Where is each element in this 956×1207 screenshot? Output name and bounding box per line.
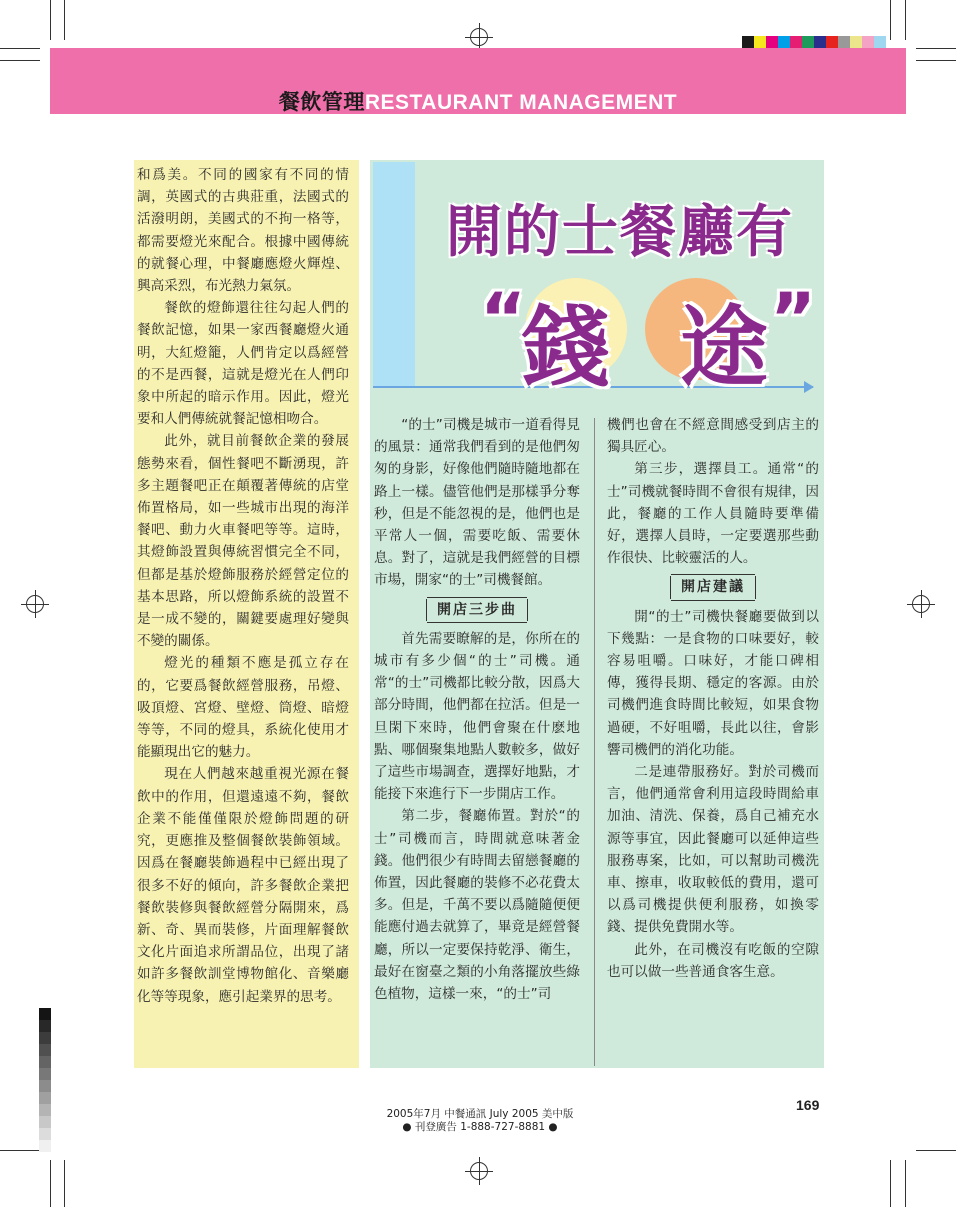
column-2-text (374, 414, 580, 1005)
gray-step (39, 1104, 51, 1116)
crop-mark (916, 60, 956, 61)
registration-mark-icon (470, 1162, 488, 1180)
crop-mark (64, 1160, 65, 1207)
gray-step (39, 1056, 51, 1068)
paragraph: 機們也會在不經意間感受到店主的獨具匠心。 (607, 417, 819, 456)
crop-mark (0, 60, 40, 61)
color-swatch (790, 36, 802, 48)
subheading-suggestions (607, 576, 819, 598)
crop-mark (905, 1160, 906, 1207)
gray-step (39, 1008, 51, 1020)
gray-step (39, 1140, 51, 1152)
color-swatch (838, 36, 850, 48)
color-swatch (862, 36, 874, 48)
crop-mark (0, 48, 40, 49)
color-swatch (754, 36, 766, 48)
footer-publication: 2005年7月 中餐通訊 July 2005 美中版 (386, 1108, 574, 1120)
footer-ad-contact: ● 刊登廣告 1-888-727-8881 ● (402, 1121, 558, 1133)
section-header (50, 86, 906, 116)
section-header-en: RESTAURANT MANAGEMENT (364, 91, 678, 114)
paragraph: 第三步，選擇員工。通常“的士”司機就餐時間不會很有規律，因此，餐廳的工作人員隨時要準備好，選擇人員時，一定要選那些動作很快、比較靈活的人。 (607, 461, 819, 567)
paragraph: 此外，就目前餐飲企業的發展態勢來看，個性餐吧不斷湧現，許多主題餐吧正在顛覆著傳統的店堂佈置格局，如一些城市出現的海洋餐吧、動力火車餐吧等等。這時，其燈飾設置與傳統習慣完全不同，但都是基於燈飾服務於經營定位的基本思路，所以燈飾系統的設置不是一成不變的，關鍵要處理好變與不變的關係。 (137, 433, 349, 650)
subheading-label: 開店建議 (670, 576, 756, 598)
title-close-quote: ” (770, 278, 817, 360)
crop-mark (50, 1160, 51, 1207)
gray-step (39, 1116, 51, 1128)
paragraph: 二是連帶服務好。對於司機而言，他們通常會利用這段時間給車加油、清洗、保養，爲自己補充水源等事宜，因此餐廳可以延伸這些服務專案，比如，可以幫助司機洗車、擦車，收取較低的費用，還可以爲司機提供便利服務，如換零錢、提供免費開水等。 (607, 764, 819, 936)
crop-mark (916, 1150, 956, 1151)
column-divider (594, 418, 595, 1066)
title-accent-bar (373, 162, 415, 388)
page-number: 169 (796, 1097, 820, 1113)
crop-mark (50, 0, 51, 40)
section-header-zh: 餐飲管理 (278, 91, 365, 114)
gray-step (39, 1128, 51, 1140)
paragraph: 此外，在司機沒有吃飯的空隙也可以做一些普通食客生意。 (607, 941, 819, 980)
color-swatch (778, 36, 790, 48)
gray-step (39, 1080, 51, 1092)
paragraph: 燈光的種類不應是孤立存在的，它要爲餐飲經營服務，吊燈、吸頂燈、宮燈、壁燈、筒燈、暗燈等等，不同的燈具，系統化使用才能顯現出它的魅力。 (137, 655, 349, 761)
crop-mark (916, 48, 956, 49)
crop-mark (890, 0, 891, 40)
subheading-three-steps (374, 599, 580, 621)
title-char-path: 途 (680, 296, 769, 399)
paragraph: 開“的士”司機快餐廳要做到以下幾點：一是食物的口味要好，較容易咀嚼。口味好，才能口碑相傳，獲得長期、穩定的客源。由於司機們進食時間比較短，如果食物過硬，不好咀嚼，長此以往，會影響司機們的消化功能。 (607, 608, 819, 758)
gray-step (39, 1092, 51, 1104)
paragraph: 第二步，餐廳佈置。對於“的士”司機而言，時間就意味著金錢。他們很少有時間去留戀餐廳的佈置，因此餐廳的裝修不必花費太多。但是，千萬不要以爲隨隨便便能應付過去就算了，畢竟是經營餐廳，所以一定要保持乾淨、衛生，最好在窗臺之類的小角落擺放些綠色植物，這樣一來，“的士”司 (374, 808, 580, 1003)
color-swatch (814, 36, 826, 48)
crop-mark (890, 1160, 891, 1207)
gray-step (39, 1032, 51, 1044)
crop-mark (905, 0, 906, 40)
paragraph: 現在人們越來越重視光源在餐飲中的作用，但還遠遠不夠，餐飲企業不能僅僅限於燈飾問題的研究，更應推及整個餐飲裝飾領域。因爲在餐廳裝飾過程中已經出現了很多不好的傾向，許多餐飲企業把餐飲裝修與餐飲經營分隔開來，爲新、奇、異而裝修，片面理解餐飲文化片面追求所謂品位，出現了諸如許多餐飲訓堂博物館化、音樂廳化等等現象，應引起業界的思考。 (137, 766, 349, 1005)
title-open-quote: “ (480, 278, 527, 360)
color-swatch (826, 36, 838, 48)
gray-step (39, 1068, 51, 1080)
color-swatch (874, 36, 886, 48)
article-title-line1: 開的士餐廳有 (446, 200, 794, 265)
crop-mark (64, 0, 65, 40)
color-swatch (766, 36, 778, 48)
column-1-text (137, 164, 349, 1008)
title-char-money: 錢 (522, 296, 611, 399)
color-swatch (850, 36, 862, 48)
registration-mark-icon (470, 28, 488, 46)
color-swatch (802, 36, 814, 48)
color-swatch (742, 36, 754, 48)
registration-mark-icon (912, 595, 930, 613)
paragraph: 首先需要瞭解的是，你所在的城市有多少個“的士”司機。通常“的士”司機都比較分散，因爲大部分時間，他們都在拉活。但是一旦閑下來時，他們會聚在什麽地點、哪個聚集地點人數較多，做好了這些市場調查，選擇好地點，才能接下來進行下一步開店工作。 (374, 630, 580, 803)
color-swatches (742, 36, 886, 48)
paragraph: 和爲美。不同的國家有不同的情調，英國式的古典莊重，法國式的活潑明朗，美國式的不拘一格等，都需要燈光來配合。根據中國傳統的就餐心理，中餐廳應燈火輝煌、興高采烈，布光熱力氣氛。 (137, 167, 349, 295)
article-title-line2 (470, 278, 830, 399)
gray-step (39, 1044, 51, 1056)
subheading-label: 開店三步曲 (426, 599, 528, 621)
paragraph: 餐飲的燈飾還往往勾起人們的餐飲記憶，如果一家西餐廳燈火通明，大紅燈籠，人們肯定以爲經營的不是西餐，這就是燈光在人們印象中所起的暗示作用。因此，燈光要和人們傳統就餐記憶相吻合。 (137, 300, 349, 428)
gray-step (39, 1020, 51, 1032)
grayscale-strip (39, 1008, 51, 1152)
registration-mark-icon (26, 595, 44, 613)
crop-mark (0, 1150, 40, 1151)
column-3-text (607, 414, 819, 983)
paragraph: “的士”司機是城市一道看得見的風景：通常我們看到的是他們匆匆的身影，好像他們隨時隨地都在路上一樣。儘管他們是那樣爭分奪秒，但是不能忽視的是，他們也是平常人一個，需要吃飯、需要休息。對了，這就是我們經營的目標市場，開家“的士”司機餐館。 (374, 417, 580, 589)
